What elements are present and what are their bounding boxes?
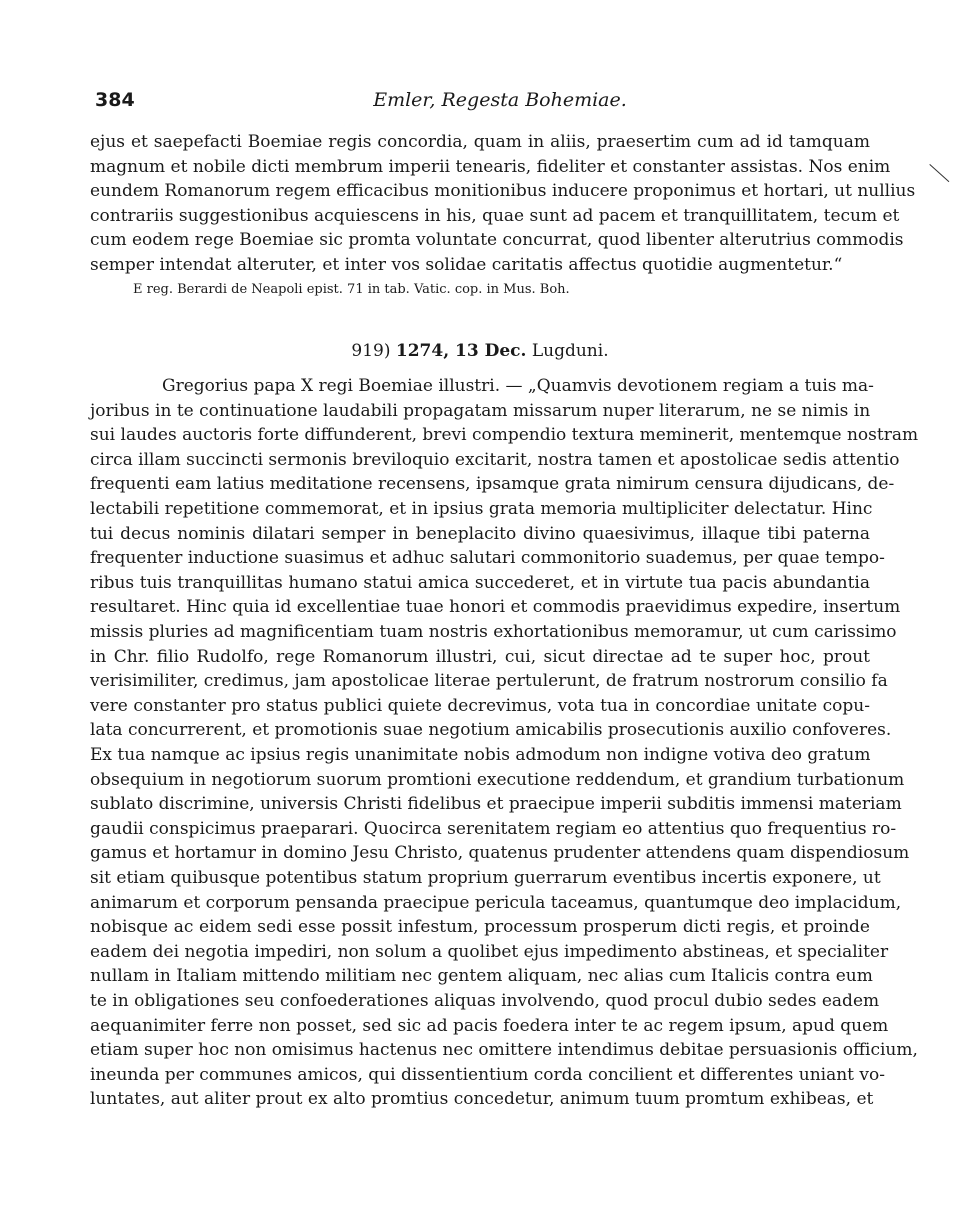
margin-mark	[929, 164, 949, 182]
text-line: gamus et hortamur in domino Jesu Christo, quatenus prudenter attendens quam dispendiosum	[90, 843, 910, 864]
text-line: nobisque ac eidem sedi esse possit infestum, processum prosperum dicti regis, et proinde	[90, 917, 870, 938]
text-line: magnum et nobile dicti membrum imperii tenearis, fideliter et constanter assistas. Nos enim	[90, 156, 891, 177]
entry-place: Lugduni.	[531, 341, 609, 361]
running-head: Emler, Regesta Bohemiae.	[373, 89, 627, 111]
text-line: in Chr. filio Rudolfo, rege Romanorum illustri, cui, sicut directae ad te super hoc, prout	[90, 646, 870, 667]
text-line: lata concurrerent, et promotionis suae negotium amicabilis prosecutionis auxilio confoveres.	[90, 720, 892, 741]
text-line: etiam super hoc non omisimus hactenus nec omittere intendimus debitae persuasionis officium,	[90, 1040, 918, 1061]
text-line: vere constanter pro status publici quiete decrevimus, vota tua in concordiae unitate copu-	[90, 695, 870, 716]
text-line: contrariis suggestionibus acquiescens in his, quae sunt ad pacem et tranquillitatem, tecum et	[90, 205, 900, 226]
source-note: E reg. Berardi de Neapoli epist. 71 in tab. Vatic. cop. in Mus. Boh.	[133, 282, 570, 297]
text-line: missis pluries ad magnificentiam tuam nostris exhortationibus memoramur, ut cum carissimo	[90, 622, 897, 642]
text-line: luntates, aut aliter prout ex alto promtius concedetur, animum tuum promtum exhibeas, et	[90, 1089, 874, 1110]
text-line: ineunda per communes amicos, qui dissentientium corda concilient et differentes uniant vo-	[90, 1064, 885, 1085]
text-line: Gregorius papa X regi Boemiae illustri. — „Quamvis devotionem regiam a tuis ma-	[162, 376, 874, 396]
page-number: 384	[95, 89, 135, 111]
text-line: verisimiliter, credimus, jam apostolicae literae pertulerunt, de fratrum nostrorum consilio fa	[90, 671, 888, 692]
text-line: sublato discrimine, universis Christi fidelibus et praecipue imperii subditis immensi materiam	[90, 794, 902, 815]
text-line: frequenter inductione suasimus et adhuc salutari commonitorio suademus, per quae tempo-	[90, 548, 885, 569]
text-line: semper intendat alteruter, et inter vos solidae caritatis affectus quotidie augmentetur.“	[90, 255, 843, 275]
text-line: aequanimiter ferre non posset, sed sic ad pacis foedera inter te ac regem ipsum, apud quem	[90, 1015, 889, 1036]
text-line: tui decus nominis dilatari semper in beneplacito divino quaesivimus, illaque tibi paterna	[90, 523, 870, 544]
text-line: animarum et corporum pensanda praecipue pericula taceamus, quantumque deo implacidum,	[90, 892, 902, 913]
text-line: Ex tua namque ac ipsius regis unanimitate nobis admodum non indigne votiva deo gratum	[90, 745, 871, 765]
text-line: sit etiam quibusque potentibus statum proprium guerrarum eventibus incertis exponere, ut	[90, 868, 881, 888]
text-line: lectabili repetitione commemorat, et in ipsius grata memoria multipliciter delectatur. Hinc	[90, 499, 873, 519]
entry-number: 919)	[351, 341, 391, 361]
text-line: ejus et saepefacti Boemiae regis concordia, quam in aliis, praesertim cum ad id tamquam	[90, 132, 870, 152]
text-line: joribus in te continuatione laudabili propagatam missarum nuper literarum, ne se nimis in	[90, 400, 871, 421]
text-line: frequenti eam latius meditatione recensens, ipsamque grata nimirum censura dijudicans, de-	[90, 474, 895, 495]
text-line: ribus tuis tranquillitas humano statui amica succederet, et in virtute tua pacis abundantia	[90, 572, 870, 593]
text-line: eundem Romanorum regem efficacibus monitionibus inducere proponimus et hortari, ut nullius	[90, 181, 916, 202]
text-line: circa illam succincti sermonis breviloquio excitarit, nostra tamen et apostolicae sedis attentio	[90, 449, 900, 470]
text-line: te in obligationes seu confoederationes aliquas involvendo, quod procul dubio sedes eadem	[90, 991, 880, 1011]
text-line: eadem dei negotia impediri, non solum a quolibet ejus impedimento abstineas, et specialiter	[90, 941, 889, 962]
text-line: obsequium in negotiorum suorum promtioni executione reddendum, et grandium turbationum	[90, 769, 905, 790]
entry-date: 1274, 13 Dec.	[395, 341, 527, 361]
text-line: gaudii conspicimus praeparari. Quocirca serenitatem regiam eo attentius quo frequentius ro-	[90, 818, 897, 839]
text-line: cum eodem rege Boemiae sic promta voluntate concurrat, quod libenter alterutrius commodis	[90, 230, 904, 251]
text-line: sui laudes auctoris forte diffunderent, brevi compendio textura meminerit, mentemque nostram	[90, 425, 919, 446]
text-line: resultaret. Hinc quia id excellentiae tuae honori et commodis praevidimus expedire, insertum	[90, 597, 901, 618]
text-line: nullam in Italiam mittendo militiam nec gentem aliquam, nec alias cum Italicis contra eum	[90, 966, 873, 987]
entry-heading	[300, 341, 660, 361]
